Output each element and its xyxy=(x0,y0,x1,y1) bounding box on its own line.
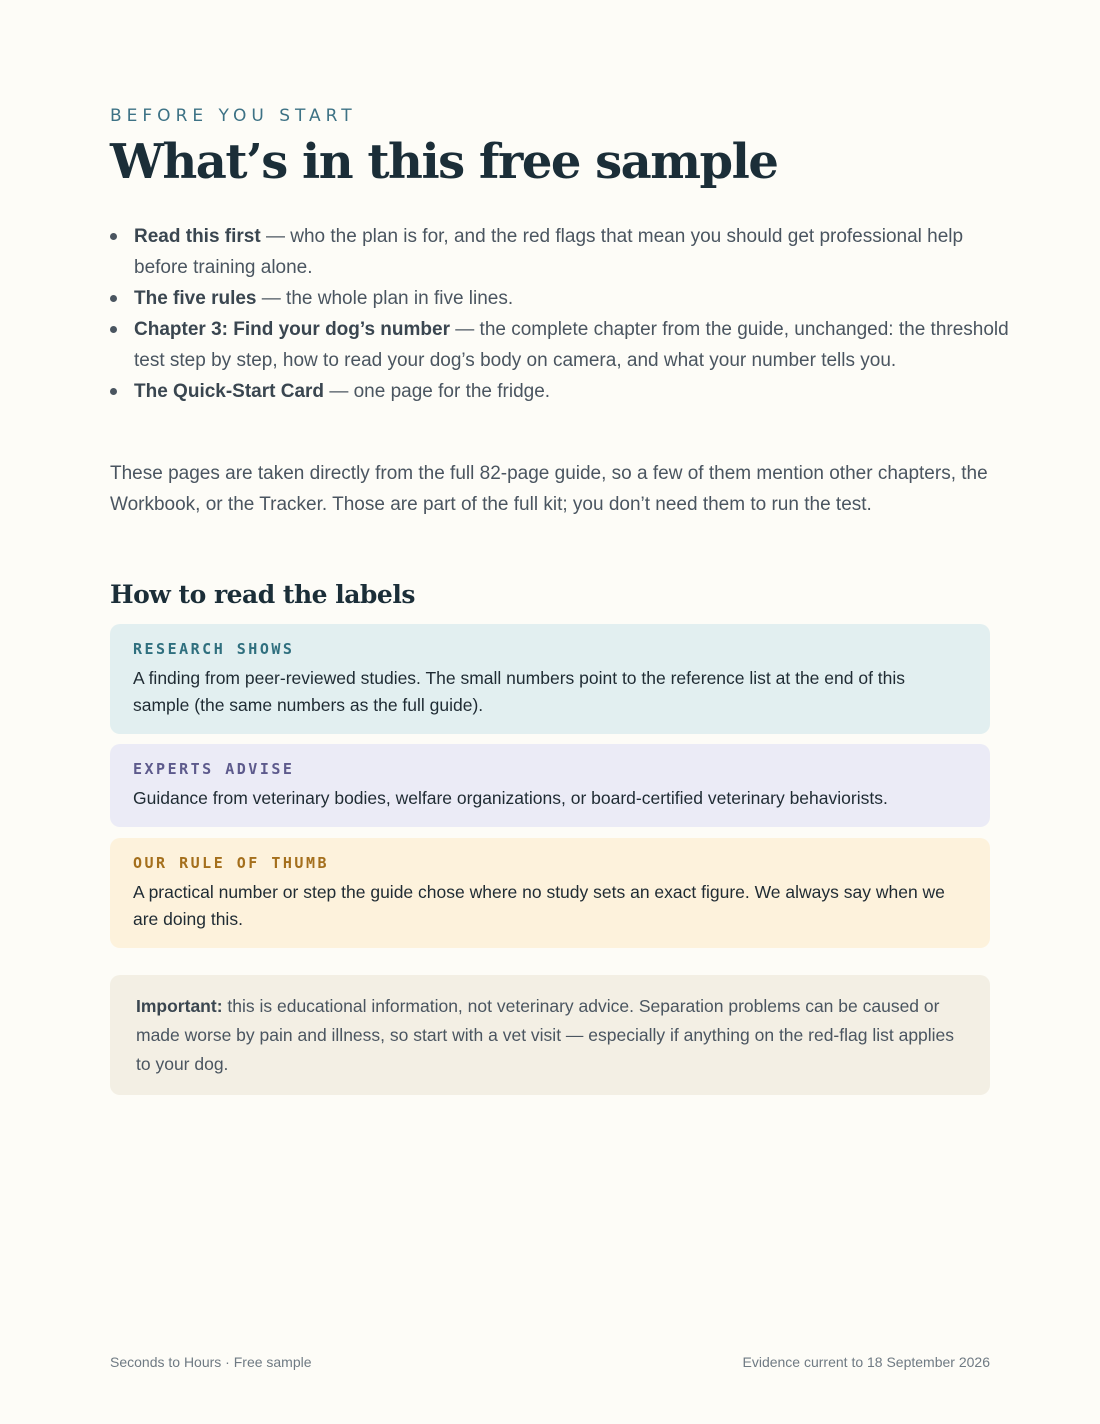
footer-title: Seconds to Hours · Free sample xyxy=(110,1354,312,1370)
list-item-label: Read this first xyxy=(134,226,261,247)
section-eyebrow: BEFORE YOU START xyxy=(110,106,357,126)
footer-evidence-date: Evidence current to 18 September 2026 xyxy=(742,1354,990,1370)
list-item xyxy=(134,314,1014,376)
bullet-icon xyxy=(110,326,117,333)
list-item xyxy=(134,283,1014,314)
list-item-text: — who the plan is for, and the red flags that mean you should get professional help before training alone. xyxy=(134,226,964,278)
list-item-label: The Quick-Start Card xyxy=(134,381,325,402)
list-item xyxy=(134,221,1014,283)
list-item-label: The five rules xyxy=(134,288,257,309)
list-item-text: — the complete chapter from the guide, unchanged: the threshold test step by step, how to read your dog’s body on camera, and what your number tells you. xyxy=(134,319,1009,371)
page-title: What’s in this free sample xyxy=(110,134,778,190)
important-note xyxy=(110,975,990,1095)
rule-of-thumb-card xyxy=(110,838,990,948)
bullet-icon xyxy=(110,295,117,302)
card-tag: EXPERTS ADVISE xyxy=(133,760,295,778)
card-description: A practical number or step the guide chose where no study sets an exact figure. We always say when we are doing this. xyxy=(133,882,945,929)
intro-paragraph: These pages are taken directly from the full 82-page guide, so a few of them mention other chapters, the Workbook, or the Tracker. Those are part of the full kit; you don’t need them to run the test. xyxy=(110,463,988,515)
list-item-label: Chapter 3: Find your dog’s number xyxy=(134,319,450,340)
card-tag: RESEARCH SHOWS xyxy=(133,640,295,658)
card-description: Guidance from veterinary bodies, welfare organizations, or board-certified veterinary behaviorists. xyxy=(133,788,888,808)
research-shows-card xyxy=(110,624,990,734)
list-item-text: — one page for the fridge. xyxy=(324,381,551,402)
list-item-text: — the whole plan in five lines. xyxy=(256,288,514,309)
card-tag: OUR RULE OF THUMB xyxy=(133,854,330,872)
bullet-icon xyxy=(110,233,117,240)
important-label: Important: xyxy=(136,996,223,1016)
list-item xyxy=(134,376,1014,407)
experts-advise-card xyxy=(110,744,990,827)
important-text: this is educational information, not veterinary advice. Separation problems can be caused or made worse by pain and illness, so start with a vet visit — especially if anything on the red-flag list applies to your dog. xyxy=(136,996,955,1074)
contents-list xyxy=(110,221,1014,407)
bullet-icon xyxy=(110,388,117,395)
card-description: A finding from peer-reviewed studies. The small numbers point to the reference list at the end of this sample (the same numbers as the full guide). xyxy=(133,668,906,715)
labels-heading: How to read the labels xyxy=(110,580,415,609)
